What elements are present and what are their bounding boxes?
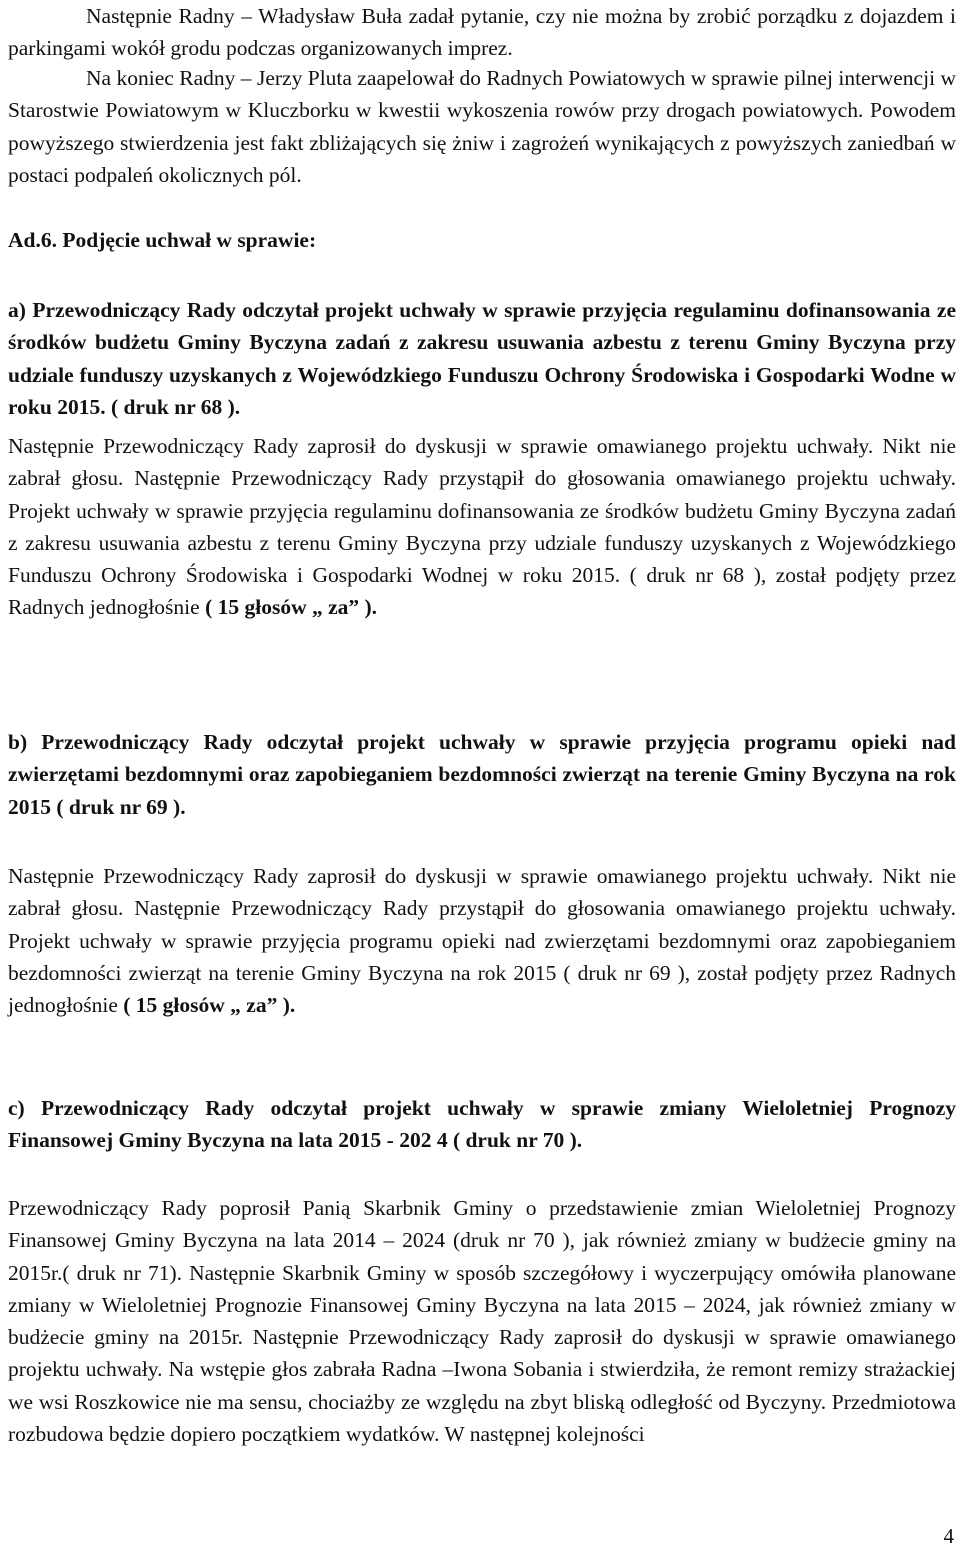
item-a-body xyxy=(8,430,956,624)
paragraph-bula-question: Następnie Radny – Władysław Buła zadał pytanie, czy nie można by zrobić porządku z dojazdem i parkingami wokół grodu podczas organizowanych imprez. xyxy=(8,4,956,61)
item-c-heading: c) Przewodniczący Rady odczytał projekt uchwały w sprawie zmiany Wieloletniej Prognozy Finansowej Gminy Byczyna na lata 2015 - 202 4 ( druk nr 70 ). xyxy=(8,1096,956,1153)
item-a-heading: a) Przewodniczący Rady odczytał projekt uchwały w sprawie przyjęcia regulaminu dofinansowania ze środków budżetu Gminy Byczyna zadań z zakresu usuwania azbestu z terenu Gminy Byczyna przy udziale funduszy uzyskanych z Wojewódzkiego Funduszu Ochrony Środowiska i Gospodarki Wodne w roku 2015. ( druk nr 68 ). xyxy=(8,298,956,419)
section-heading-ad6: Ad.6. Podjęcie uchwał w sprawie: xyxy=(8,228,317,252)
item-b-body-text: Następnie Przewodniczący Rady zaprosił do dyskusji w sprawie omawianego projektu uchwały. Nikt nie zabrał głosu. Następnie Przewodniczący Rady przystąpił do głosowania omawianego projektu uchwały. Projekt uchwały w sprawie przyjęcia programu opieki nad zwierzętami bezdomnymi oraz zapobieganiem bezdomności zwierząt na terenie Gminy Byczyna na rok 2015 ( druk nr 69 ), został podjęty przez Radnych jednogłośnie xyxy=(8,864,956,1018)
page-number: 4 xyxy=(943,1524,954,1548)
item-a-body-text: Następnie Przewodniczący Rady zaprosił do dyskusji w sprawie omawianego projektu uchwały. Nikt nie zabrał głosu. Następnie Przewodniczący Rady przystąpił do głosowania omawianego projektu uchwały. Projekt uchwały w sprawie przyjęcia regulaminu dofinansowania ze środków budżetu Gminy Byczyna zadań z zakresu usuwania azbestu z terenu Gminy Byczyna przy udziale funduszy uzyskanych z Wojewódzkiego Funduszu Ochrony Środowiska i Gospodarki Wodnej w roku 2015. ( druk nr 68 ), został podjęty przez Radnych jednogłośnie xyxy=(8,434,956,620)
item-c-body: Przewodniczący Rady poprosił Panią Skarbnik Gminy o przedstawienie zmian Wieloletniej Prognozy Finansowej Gminy Byczyna na lata 2014 – 2024 (druk nr 70 ), jak również zmiany w budżecie gminy na 2015r.( druk nr 71). Następnie Skarbnik Gminy w sposób szczegółowy i wyczerpujący omówiła planowane zmiany w Wieloletniej Prognozie Finansowej Gminy Byczyna na lata 2015 – 2024, jak również zmiany w budżecie gminy na 2015r. Następnie Przewodniczący Rady zaprosił do dyskusji w sprawie omawianego projektu uchwały. Na wstępie głos zabrała Radna –Iwona Sobania i stwierdziła, że remont remizy strażackiej we wsi Roszkowice nie ma sensu, chociażby ze względu na zbyt bliską odległość od Byczyny. Przedmiotowa rozbudowa będzie dopiero początkiem wydatków. W następnej kolejności xyxy=(8,1196,956,1447)
item-a-vote: ( 15 głosów „ za” ). xyxy=(205,595,378,620)
item-b-vote: ( 15 głosów „ za” ). xyxy=(123,993,296,1018)
item-b-heading: b) Przewodniczący Rady odczytał projekt uchwały w sprawie przyjęcia programu opieki nad zwierzętami bezdomnymi oraz zapobieganiem bezdomności zwierząt na terenie Gminy Byczyna na rok 2015 ( druk nr 69 ). xyxy=(8,730,956,819)
paragraph-pluta-appeal: Na koniec Radny – Jerzy Pluta zaapelował do Radnych Powiatowych w sprawie pilnej interwencji w Starostwie Powiatowym w Kluczborku w kwestii wykoszenia rowów przy drogach powiatowych. Powodem powyższego stwierdzenia jest fakt zbliżających się żniw i zagrożeń wynikających z powyższych zaniedbań w postaci podpaleń okolicznych pól. xyxy=(8,66,956,187)
item-b-body xyxy=(8,860,956,1021)
